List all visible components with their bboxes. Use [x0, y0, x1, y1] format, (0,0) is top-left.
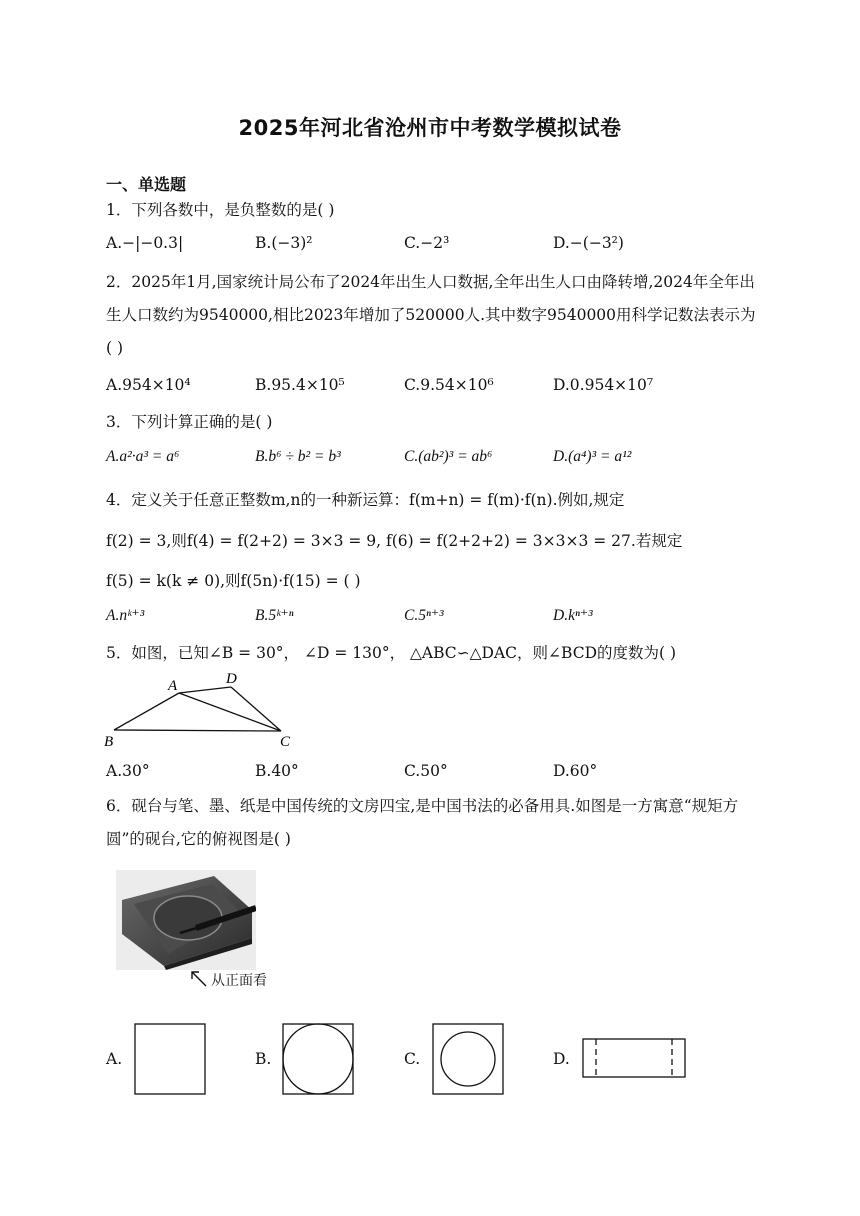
photo-caption: 从正面看 — [211, 973, 267, 989]
q4-option-d: D.kⁿ⁺³ — [553, 607, 593, 624]
q1-option-a: A.−|−0.3| — [106, 234, 184, 252]
vertex-label-d: D — [226, 671, 237, 687]
q6-option-a-label: A. — [106, 1050, 123, 1068]
q1-option-c: C.−2³ — [404, 234, 450, 252]
vertex-label-c: C — [280, 734, 291, 750]
q4-stem-line1: 4．定义关于任意正整数m,n的一种新运算：f(m+n) = f(m)·f(n).例如,规定 — [106, 491, 625, 509]
q6-option-d-label: D. — [553, 1050, 570, 1068]
q6-option-d-figure — [582, 1038, 688, 1080]
q2-option-c: C.9.54×10⁶ — [404, 376, 494, 394]
q5-triangle-figure — [100, 668, 300, 750]
q4-option-c: C.5ⁿ⁺³ — [404, 607, 444, 624]
q6-option-c-label: C. — [404, 1050, 421, 1068]
q3-option-a: A.a²·a³ = a⁶ — [106, 448, 180, 465]
q4-stem-line3: f(5) = k(k ≠ 0),则f(5n)·f(15) = ( ) — [106, 572, 361, 590]
section-heading: 一、单选题 — [106, 175, 187, 194]
q6-option-b-figure — [282, 1023, 356, 1097]
q5-option-a: A.30° — [106, 762, 150, 780]
q5-stem: 5．如图，已知∠B = 30°， ∠D = 130°， △ABC∽△DAC，则∠BCD的度数为( ) — [106, 644, 677, 662]
q1-option-b: B.(−3)² — [255, 234, 313, 252]
segment-ad — [179, 687, 231, 693]
segment-ac — [179, 693, 281, 731]
q3-option-b: B.b⁶ ÷ b² = b³ — [255, 448, 341, 465]
segment-ab — [114, 693, 179, 730]
q5-option-b: B.40° — [255, 762, 299, 780]
segment-dc — [231, 687, 281, 731]
q2-option-b: B.95.4×10⁵ — [255, 376, 345, 394]
q4-option-b: B.5ᵏ⁺ⁿ — [255, 607, 294, 624]
q3-stem: 3．下列计算正确的是( ) — [106, 413, 273, 431]
q6-stem: 6．砚台与笔、墨、纸是中国传统的文房四宝,是中国书法的必备用具.如图是一方寓意“规矩方圆”的砚台,它的俯视图是( ) — [106, 797, 739, 848]
q5-option-d: D.60° — [553, 762, 598, 780]
q2-option-a: A.954×10⁴ — [106, 376, 191, 394]
q6-option-b-label: B. — [255, 1050, 272, 1068]
inkstone-photo — [116, 870, 256, 970]
vertex-label-a: A — [168, 678, 178, 694]
q3-option-d: D.(a⁴)³ = a¹² — [553, 448, 632, 465]
q4-option-a: A.nᵏ⁺³ — [106, 607, 145, 624]
q6-option-c-figure — [432, 1023, 506, 1097]
page-title: 2025年河北省沧州市中考数学模拟试卷 — [238, 116, 622, 140]
view-direction-arrow-icon — [188, 968, 210, 988]
vertex-label-b: B — [104, 734, 114, 750]
segment-bc — [114, 730, 281, 731]
q3-option-c: C.(ab²)³ = ab⁶ — [404, 448, 493, 465]
q5-option-c: C.50° — [404, 762, 448, 780]
q6-option-a-figure — [134, 1023, 208, 1097]
q2-stem: 2．2025年1月,国家统计局公布了2024年出生人口数据,全年出生人口由降转增,2024年全年出生人口数约为9540000,相比2023年增加了520000人.其中数字9540000用科学记数法表示为( ) — [106, 273, 756, 357]
q2-option-d: D.0.954×10⁷ — [553, 376, 654, 394]
q4-stem-line2: f(2) = 3,则f(4) = f(2+2) = 3×3 = 9, f(6) = f(2+2+2) = 3×3×3 = 27.若规定 — [106, 532, 683, 550]
q1-stem: 1．下列各数中，是负整数的是( ) — [106, 201, 335, 219]
q1-option-d: D.−(−3²) — [553, 234, 624, 252]
